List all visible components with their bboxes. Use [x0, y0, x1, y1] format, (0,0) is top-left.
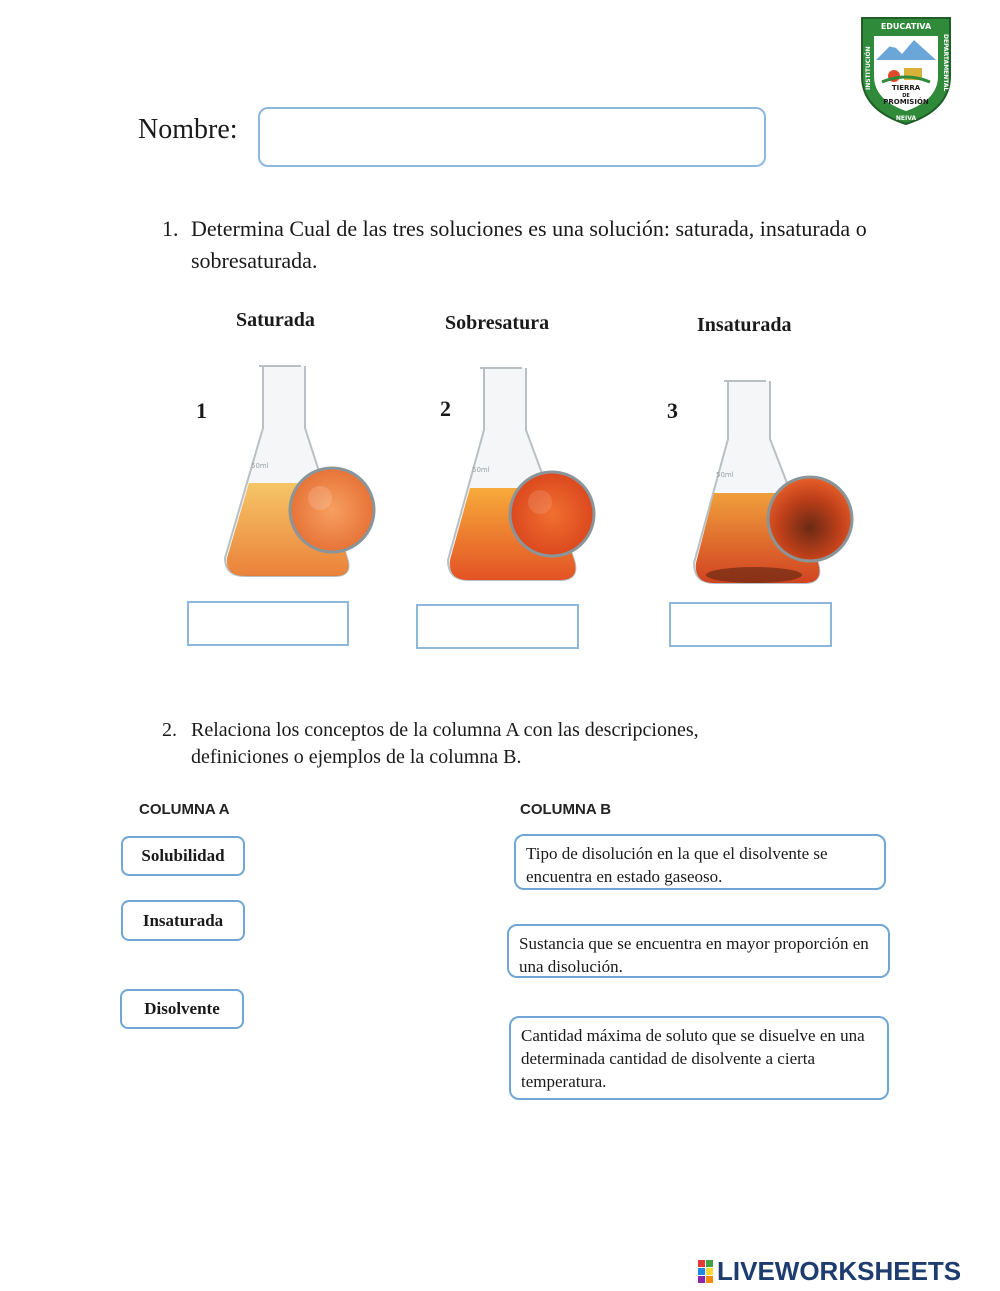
flask-2-number: 2 [440, 396, 451, 421]
description-3[interactable]: Cantidad máxima de soluto que se disuelve en una determinada cantidad de disolvente a cierta temperatura. [509, 1016, 889, 1100]
nombre-input[interactable] [258, 107, 766, 167]
logo-motto-2: DE [902, 93, 910, 99]
logo-left-text: INSTITUCIÓN [865, 46, 872, 90]
flask-3-answer-input[interactable] [669, 602, 832, 647]
description-2[interactable]: Sustancia que se encuentra en mayor proporción en una disolución. [507, 924, 890, 978]
liveworksheets-logo [698, 1256, 994, 1286]
question-1-text: Determina Cual de las tres soluciones es una solución: saturada, insaturada o sobresaturada. [191, 216, 867, 273]
flask-3-mark: 50ml [716, 471, 734, 479]
flask-2-title: Sobresatura [445, 312, 550, 334]
logo-top-text: EDUCATIVA [880, 22, 932, 31]
question-2-text: Relaciona los conceptos de la columna A con las descripciones, definiciones o ejemplos de la columna B. [191, 719, 699, 768]
flask-3-image [688, 375, 858, 590]
description-1[interactable]: Tipo de disolución en la que el disolvente se encuentra en estado gaseoso. [514, 834, 886, 890]
concept-insaturada[interactable]: Insaturada [121, 900, 245, 941]
logo-bottom-text: NEIVA [895, 115, 917, 122]
flask-2-mark: 50ml [472, 466, 490, 474]
flask-3-number: 3 [667, 398, 678, 423]
liveworksheets-text: LIVEWORKSHEETS [717, 1255, 962, 1286]
concept-disolvente[interactable]: Disolvente [120, 989, 244, 1029]
nombre-label: Nombre: [138, 114, 238, 145]
logo-motto-1: TIERRA [891, 84, 921, 92]
flask-1-title: Saturada [236, 309, 315, 331]
flask-1-image [215, 358, 380, 583]
column-b-header: COLUMNA B [520, 801, 612, 818]
flask-1-number: 1 [196, 398, 207, 423]
logo-motto-3: PROMISIÓN [883, 98, 929, 106]
flask-3-title: Insaturada [697, 314, 792, 336]
column-a-header: COLUMNA A [139, 801, 230, 818]
question-2-number: 2. [162, 719, 177, 741]
logo-right-text: DEPARTAMENTAL [942, 34, 949, 92]
flask-2-answer-input[interactable] [416, 604, 579, 649]
flask-1-answer-input[interactable] [187, 601, 349, 646]
question-1-number: 1. [162, 216, 179, 241]
liveworksheets-icon [698, 1260, 713, 1283]
concept-solubilidad[interactable]: Solubilidad [121, 836, 245, 876]
school-crest-logo [858, 14, 954, 126]
flask-1-mark: 50ml [251, 462, 269, 470]
flask-2-image [440, 360, 605, 588]
